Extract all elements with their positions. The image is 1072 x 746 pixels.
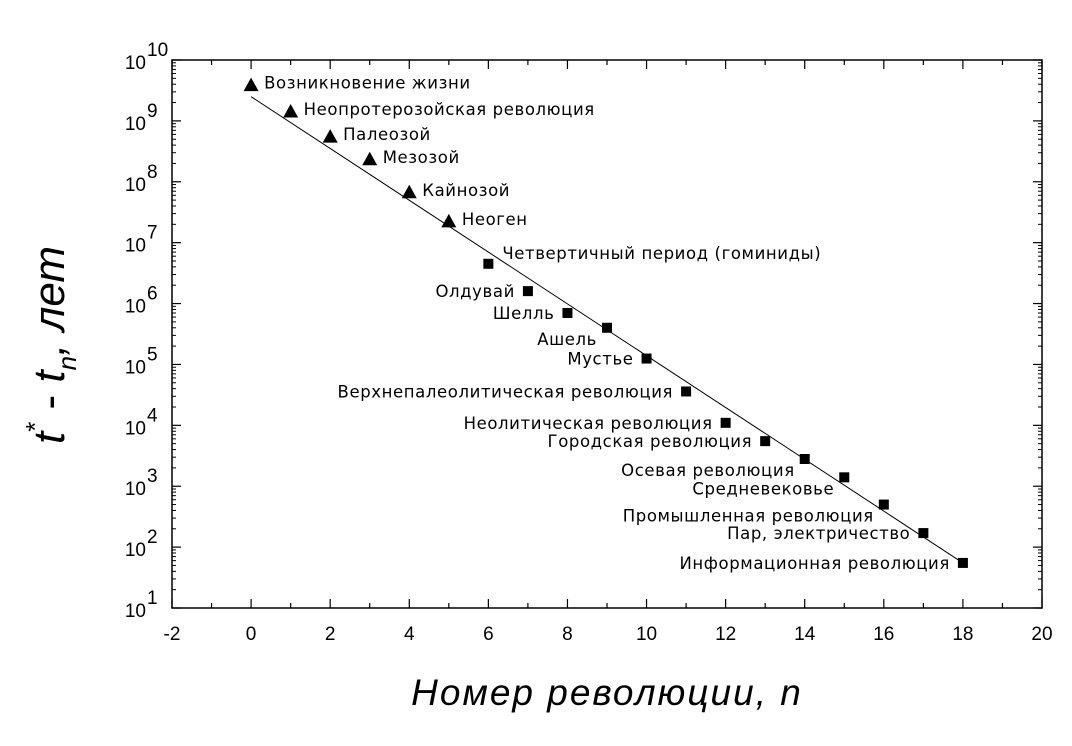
square-marker [642,354,652,364]
y-tick-label [125,540,146,561]
x-tick-label: 20 [1031,624,1053,645]
y-tick-label [125,236,146,257]
y-tick-exponent: 4 [147,405,158,427]
y-tick-exponent: 1 [147,588,158,609]
point-label: Неопротерозойская революция [303,99,595,119]
y-tick-label [125,357,146,378]
y-title-minus: - [25,382,74,422]
point-label: Неолитическая революция [463,413,713,433]
y-tick-label [125,601,146,622]
y-title-t: t [25,431,74,445]
point-label: Возникновение жизни [264,73,471,93]
y-tick-label [125,114,146,135]
square-marker [523,286,533,296]
square-marker [879,500,889,510]
triangle-marker [283,104,298,118]
square-marker [800,454,810,464]
y-tick-exponent: 6 [147,283,158,305]
y-tick-base: 10 [124,418,146,440]
y-axis-title [20,246,82,444]
triangle-marker [441,214,456,228]
x-tick-label: -2 [163,624,181,645]
point-label: Шелль [492,303,555,323]
y-tick-base: 10 [124,113,146,135]
y-title-suffix: , лет [25,245,74,356]
x-tick-label: 10 [635,624,658,645]
point-label: Осевая революция [621,460,795,480]
point-label: Промышленная революция [622,506,874,526]
point-label: Кайнозой [422,180,511,200]
y-tick-exponent: 3 [147,466,158,488]
y-tick-base: 10 [124,601,146,622]
point-label: Олдувай [435,282,515,302]
square-marker [839,472,849,482]
x-tick-label: 12 [715,624,737,645]
x-tick-label: 6 [483,624,494,645]
y-tick-exponent: 5 [147,344,158,366]
square-marker [760,436,770,446]
square-marker [958,558,968,568]
x-tick-label: 2 [324,624,336,645]
y-title-t2: t [25,370,74,383]
x-tick-label: 16 [873,624,895,645]
square-marker [562,308,572,318]
y-tick-exponent: 7 [147,222,158,244]
point-label: Городская революция [547,432,753,452]
x-tick-label: 0 [245,624,257,645]
square-marker [483,259,493,269]
y-title-sub: n [52,355,82,371]
point-label: Мустье [567,349,634,369]
y-tick-base: 10 [124,540,146,562]
x-tick-label: 18 [952,624,974,645]
plot-frame [172,60,1042,608]
point-label: Четвертичный период (гоминиды) [502,243,822,263]
triangle-marker [244,78,259,92]
square-marker [721,418,731,428]
y-tick-exponent: 10 [147,40,169,61]
y-tick-base: 10 [124,357,146,379]
x-tick-label: 14 [794,624,816,645]
x-tick-label: 4 [403,624,415,645]
point-label: Пар, электричество [727,524,911,544]
x-tick-label: 8 [562,624,573,645]
y-tick-label [125,53,146,74]
y-tick-base: 10 [124,296,146,318]
point-label: Верхнепалеолитическая революция [337,382,674,402]
axis-ticks [172,60,1042,608]
y-tick-label [125,418,146,439]
x-axis-title: Номер революции, n [411,672,803,713]
square-marker [918,528,928,538]
square-marker [602,323,612,333]
y-tick-exponent: 9 [147,100,158,122]
point-label: Палеозой [343,125,431,145]
point-label: Неоген [461,209,528,229]
y-tick-base: 10 [124,174,146,196]
y-tick-label [125,479,146,500]
data-points [244,78,968,568]
svg-text:t* - tn, лет [20,246,82,444]
y-tick-label [125,175,146,196]
point-label: Информационная революция [679,553,950,573]
triangle-marker [323,129,338,143]
y-tick-label [125,297,146,318]
y-tick-exponent: 8 [147,161,158,183]
triangle-marker [402,185,417,199]
y-title-star: * [20,421,50,432]
triangle-marker [362,152,377,166]
y-tick-base: 10 [124,479,146,501]
point-label: Ашель [537,329,597,349]
square-marker [681,386,691,396]
y-tick-base: 10 [124,235,146,257]
point-label: Мезозой [382,147,460,167]
point-label: Средневековье [692,479,835,499]
y-tick-base: 10 [124,53,146,74]
y-tick-exponent: 2 [147,527,158,549]
